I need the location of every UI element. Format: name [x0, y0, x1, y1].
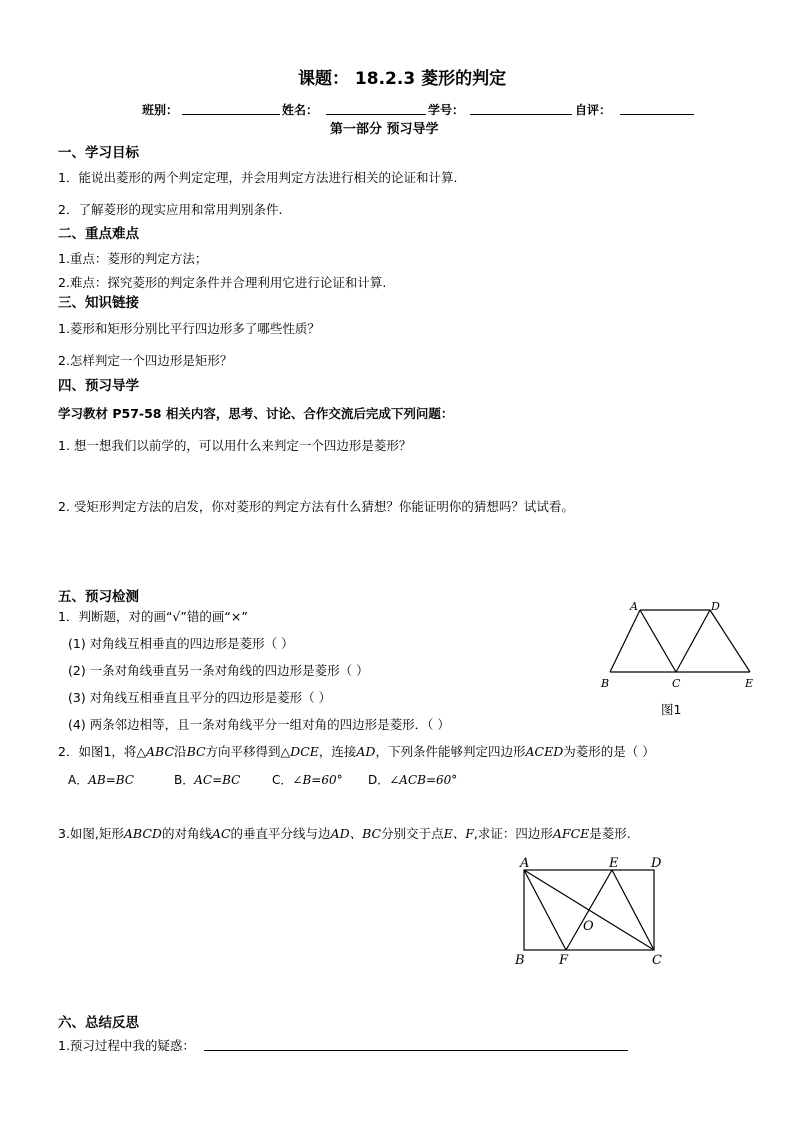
fig2-label-o: O: [583, 919, 594, 934]
name-label: 姓名：: [282, 103, 319, 117]
fig1-label-d: D: [711, 600, 720, 613]
link-item-1: 1.菱形和矩形分别比平行四边形多了哪些性质？: [58, 321, 320, 336]
self-eval-label: 自评：: [575, 103, 612, 117]
option-c[interactable]: C．∠B=60°: [272, 773, 343, 787]
fig2-label-b: B: [515, 953, 525, 968]
link-item-2: 2.怎样判定一个四边形是矩形？: [58, 353, 233, 368]
fig1-label-a: A: [630, 600, 638, 613]
fig2-label-c: C: [652, 953, 662, 968]
preview-item-2: 2. 受矩形判定方法的启发，你对菱形的判定方法有什么猜想？你能证明你的猜想吗？试试看。: [58, 499, 574, 514]
fig2-label-e: E: [609, 856, 619, 871]
judge-item-3: (3) 对角线互相垂直且平分的四边形是菱形（ ）: [68, 690, 332, 705]
self-eval-field[interactable]: [620, 114, 694, 115]
option-a[interactable]: A．AB=BC: [68, 773, 134, 787]
section-4-heading: 四、预习导学: [58, 378, 139, 394]
judge-item-1: (1) 对角线互相垂直的四边形是菱形（ ）: [68, 636, 294, 651]
fig1-label-b: B: [601, 677, 610, 690]
fig1-label-c: C: [672, 677, 681, 690]
class-label: 班别：: [142, 103, 179, 117]
reflection-question: 1.预习过程中我的疑惑：: [58, 1038, 195, 1053]
question-2: 2．如图1，将△ABC沿BC方向平移得到△DCE，连接AD，下列条件能够判定四边形ACED为菱形的是（ ）: [58, 744, 655, 759]
section-5-heading: 五、预习检测: [58, 589, 139, 605]
name-field[interactable]: [326, 114, 426, 115]
fig2-label-f: F: [559, 953, 569, 968]
focus-item-1: 1.重点：菱形的判定方法；: [58, 251, 208, 266]
goal-item-2: 2．了解菱形的现实应用和常用判别条件.: [58, 202, 283, 217]
student-id-field[interactable]: [470, 114, 572, 115]
figure-1-diagram: [596, 596, 766, 698]
option-d[interactable]: D．∠ACB=60°: [368, 773, 458, 787]
question-3: 3.如图,矩形ABCD的对角线AC的垂直平分线与边AD、BC分别交于点E、F,求证：四边形AFCE是菱形.: [58, 826, 631, 841]
focus-item-2: 2.难点：探究菱形的判定条件并合理利用它进行论证和计算.: [58, 275, 387, 290]
section-1-heading: 一、学习目标: [58, 145, 139, 161]
judge-question: 1．判断题，对的画“√”错的画“×”: [58, 609, 248, 624]
judge-item-4: (4) 两条邻边相等，且一条对角线平分一组对角的四边形是菱形．（ ）: [68, 717, 450, 732]
student-id-label: 学号：: [428, 103, 465, 117]
fig1-label-e: E: [745, 677, 754, 690]
goal-item-1: 1．能说出菱形的两个判定定理，并会用判定方法进行相关的论证和计算.: [58, 170, 458, 185]
page-title: 课题： 18.2.3 菱形的判定: [298, 69, 507, 89]
part-title: 第一部分 预习导学: [330, 122, 439, 137]
option-b[interactable]: B．AC=BC: [174, 773, 241, 787]
fig2-label-a: A: [520, 856, 530, 871]
judge-item-2: (2) 一条对角线垂直另一条对角线的四边形是菱形（ ）: [68, 663, 369, 678]
reflection-answer-line[interactable]: [204, 1050, 628, 1051]
class-field[interactable]: [182, 114, 280, 115]
fig2-label-d: D: [651, 856, 662, 871]
preview-item-1: 1. 想一想我们以前学的，可以用什么来判定一个四边形是菱形？: [58, 438, 412, 453]
preview-intro: 学习教材 P57-58 相关内容，思考、讨论、合作交流后完成下列问题：: [58, 406, 454, 421]
section-2-heading: 二、重点难点: [58, 226, 139, 242]
figure-2-diagram: [510, 852, 680, 972]
section-6-heading: 六、总结反思: [58, 1015, 139, 1031]
figure-1-caption: 图1: [661, 702, 682, 717]
section-3-heading: 三、知识链接: [58, 295, 139, 311]
